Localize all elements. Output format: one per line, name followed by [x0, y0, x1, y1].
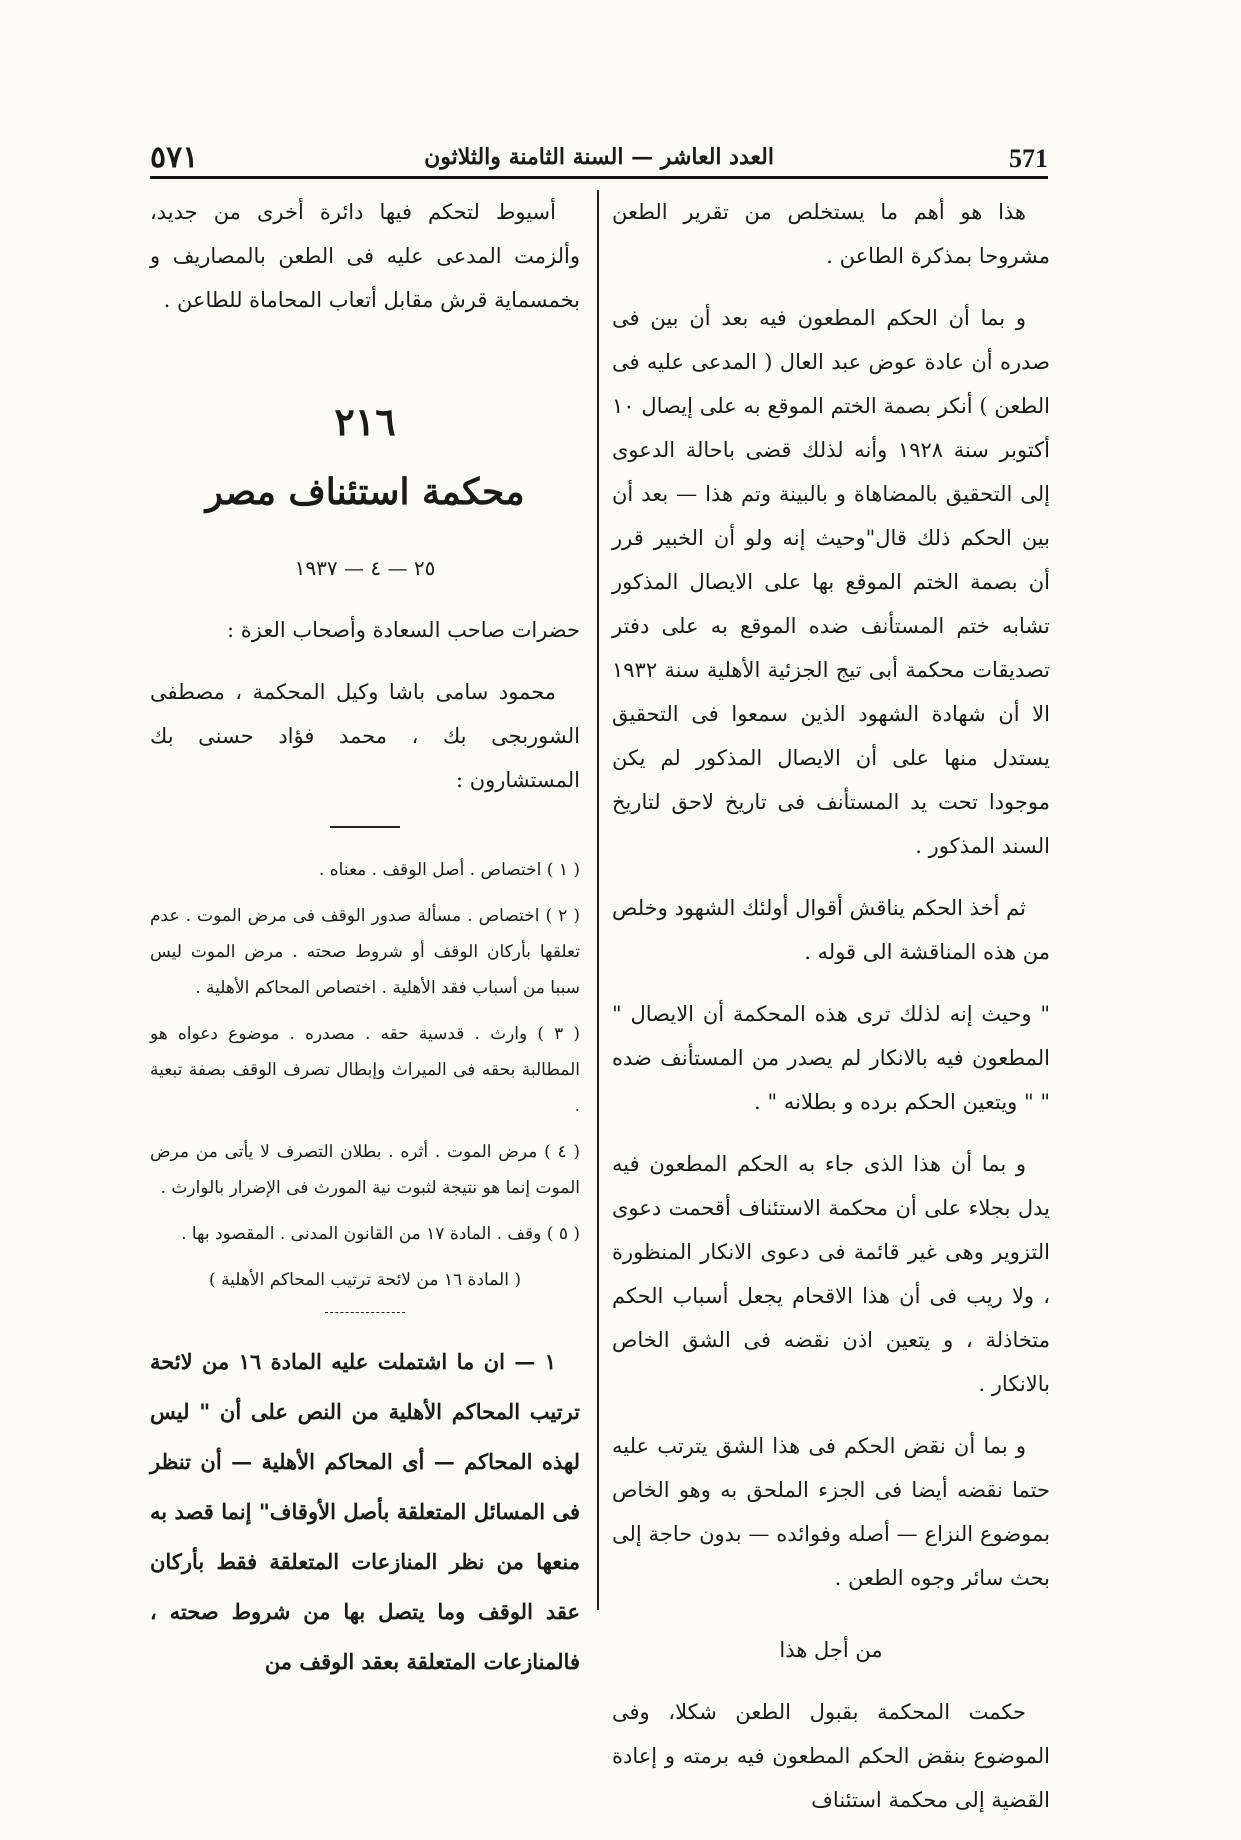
- paragraph: أسيوط لتحكم فيها دائرة أخرى من جديد، وألزمت المدعى عليه فى الطعن بالمصاريف و بخمسماية قرش مقابل أتعاب المحاماة للطاعن .: [150, 200, 580, 312]
- paragraph: ١ — ان ما اشتملت عليه المادة ١٦ من لائحة ترتيب المحاكم الأهلية من النص على أن " ليس لهذه المحاكم — أى المحاكم الأهلية — أن تنظر فى المسائل المتعلقة بأصل الأوقاف" إنما قصد به منعها من نظر المنازعات المتعلقة فقط بأركان عقد الوقف وما يتصل بها من شروط صحته ، فالمنازعات المتعلقة بعقد الوقف من: [150, 1349, 580, 1674]
- section-heading: من أجل هذا: [779, 1638, 883, 1662]
- paragraph: حكمت المحكمة بقبول الطعن شكلا، وفى الموضوع بنقض الحكم المطعون فيه برمته و إعادة القضية إلى محكمة استئناف: [612, 1700, 1050, 1812]
- quoted-paragraph: " وحيث إنه لذلك ترى هذه المحكمة أن الايصال " المطعون فيه بالانكار لم يصدر من المستأنف ضده " " ويتعين الحكم برده و بطلانه " .: [612, 1002, 1050, 1114]
- section-rule: [330, 826, 400, 828]
- paragraph: و بما أن نقض الحكم فى هذا الشق يترتب عليه حتما نقضه أيضا فى الجزء الملحق به وهو الخاص بموضوع النزاع — أصله وفوائده — بدون حاجة إلى بحث سائر وجوه الطعن .: [612, 1434, 1050, 1590]
- paragraph: و بما أن هذا الذى جاء به الحكم المطعون فيه يدل بجلاء على أن محكمة الاستئناف أقحمت دعوى التزوير وهى غير قائمة فى دعوى الانكار المنظورة ، ولا ريب فى أن هذا الاقحام يجعل أسباب الحكم متخاذلة ، و يتعين اذن نقضه فى الشق الخاص بالانكار .: [612, 1152, 1050, 1396]
- case-number: ٢١٦: [334, 399, 396, 444]
- case-date: ٢٥ — ٤ — ١٩٣٧: [294, 556, 436, 580]
- source-reference: ( المادة ١٦ من لائحة ترتيب المحاكم الأهلية ): [209, 1270, 521, 1290]
- judges-list: محمود سامى باشا وكيل المحكمة ، مصطفى الشوربجى بك ، محمد فؤاد حسنى بك المستشارون :: [150, 680, 580, 792]
- column-divider: [597, 190, 599, 1610]
- page-number-latin: 571: [1009, 144, 1048, 173]
- court-name: محكمة استئناف مصر: [205, 471, 525, 513]
- paragraph: هذا هو أهم ما يستخلص من تقرير الطعن مشروحا بمذكرة الطاعن .: [612, 200, 1050, 268]
- page-number-arabic: ٥٧١: [150, 140, 199, 175]
- header-rule: [150, 176, 1048, 179]
- running-title: العدد العاشر — السنة الثامنة والثلاثون: [424, 144, 774, 170]
- headnote: ( ١ ) اختصاص . أصل الوقف . معناه .: [318, 860, 580, 880]
- right-column: [612, 190, 1050, 1840]
- headnote: ( ٢ ) اختصاص . مسألة صدور الوقف فى مرض الموت . عدم تعلقها بأركان الوقف أو شروط صحته . مرض الموت ليس سببا من أسباب فقد الأهلية . اختصاص المحاكم الأهلية .: [150, 906, 580, 998]
- paragraph: و بما أن الحكم المطعون فيه بعد أن بين فى صدره أن عادة عوض عبد العال ( المدعى عليه فى الطعن ) أنكر بصمة الختم الموقع به على إيصال ١٠ أكتوبر سنة ١٩٢٨ وأنه لذلك قضى باحالة الدعوى إلى التحقيق بالمضاهاة و بالبينة وتم هذا — بعد أن بين الحكم ذلك قال"وحيث إنه ولو أن الخبير قرر أن بصمة الختم الموقع بها على الايصال المذكور تشابه ختم المستأنف ضده الموقع به على دفتر تصديقات محكمة أبى تيج الجزئية الأهلية سنة ١٩٣٢ الا أن شهادة الشهود الذين سمعوا فى التحقيق يستدل منها على أن الايصال المذكور لم يكن موجودا تحت يد المستأنف فى تاريخ لاحق لتاريخ السند المذكور .: [612, 306, 1050, 858]
- presence-intro: حضرات صاحب السعادة وأصحاب العزة :: [226, 618, 580, 642]
- section-rule: [325, 1312, 405, 1313]
- headnote: ( ٥ ) وقف . المادة ١٧ من القانون المدنى . المقصود بها .: [181, 1224, 580, 1244]
- left-column: [150, 190, 580, 1705]
- headnote: ( ٤ ) مرض الموت . أثره . بطلان التصرف لا يأتى من مرض الموت إنما هو نتيجة لثبوت نية المورث فى الإضرار بالوارث .: [150, 1142, 580, 1198]
- headnote: ( ٣ ) وارث . قدسية حقه . مصدره . موضوع دعواه هو المطالبة بحقه فى الميراث وإبطال تصرف الوقف بصفة تبعية .: [150, 1024, 581, 1116]
- paragraph: ثم أخذ الحكم يناقش أقوال أولئك الشهود وخلص من هذه المناقشة الى قوله .: [611, 896, 1050, 964]
